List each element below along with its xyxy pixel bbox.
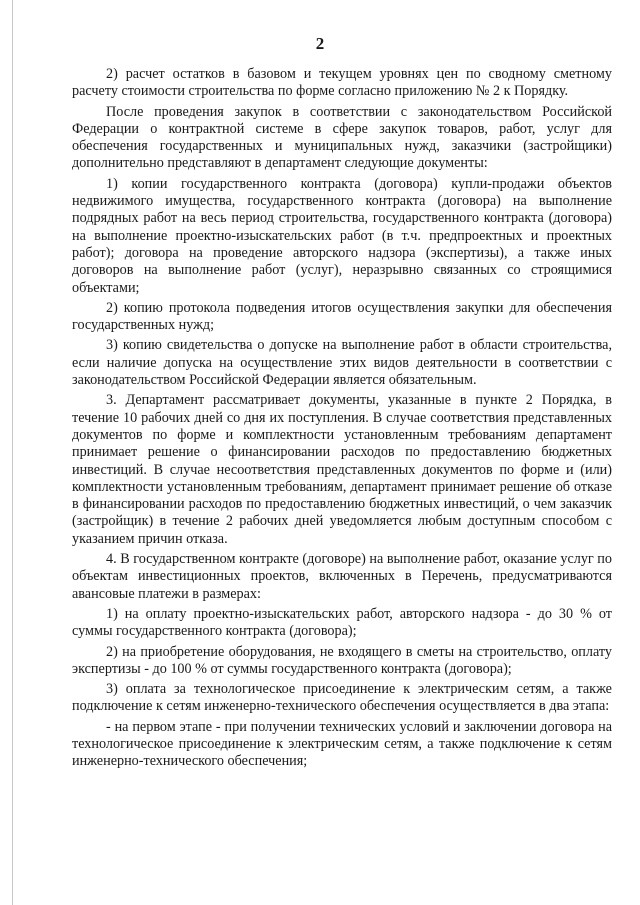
page-number: 2 <box>315 34 325 53</box>
paragraph-first-stage: - на первом этапе - при получении технических условий и заключении договора на технологическое присоединение к электрическим сетям, а также подключение к сетям инженерно-технического обеспечения; <box>72 718 612 770</box>
paragraph-certificate-copy: 3) копию свидетельства о допуске на выполнение работ в области строительства, если наличие допуска на осуществление этих видов деятельности в соответствии с законодательством Российской Федерации является обязательным. <box>72 337 612 389</box>
margin-rule <box>12 0 13 905</box>
paragraph-protocol-copy: 2) копию протокола подведения итогов осуществления закупки для обеспечения государственных нужд; <box>72 299 612 334</box>
paragraph-department-review: 3. Департамент рассматривает документы, указанные в пункте 2 Порядка, в течение 10 рабочих дней со дня их поступления. В случае соответствия представленных документов по форме и комплектности установленным требованиям департамент принимает решение о финансировании расходов по предоставлению бюджетных инвестиций. В случае несоответствия представленных документов по форме и (или) комплектности установленным требованиям, департамент принимает решение об отказе в финансировании расходов по предоставлению бюджетных инвестиций, о чем заказчик (застройщик) в течение 2 рабочих дней уведомляется любым доступным способом с указанием причин отказа. <box>72 392 612 547</box>
paragraph-contract-copies: 1) копии государственного контракта (договора) купли-продажи объектов недвижимого имущества, государственного контракта (договора) на выполнение подрядных работ на весь период строительства, государственного контракта (договора) на выполнение проектно-изыскательских работ (в т.ч. предпроектных и проектных работ); договора на проведение авторского надзора (экспертизы), а также иных договоров на выполнение работ (услуг), неразрывно связанных со строящимися объектами; <box>72 175 612 296</box>
paragraph-equipment-advance: 2) на приобретение оборудования, не входящего в сметы на строительство, оплату экспертизы - до 100 % от суммы государственного контракта (договора); <box>72 643 612 677</box>
paragraph-estimate-balance: 2) расчет остатков в базовом и текущем уровнях цен по сводному сметному расчету стоимости строительства по форме согласно приложению № 2 к Порядку. <box>72 66 612 100</box>
paragraph-grid-connection: 3) оплата за технологическое присоединение к электрическим сетям, а также подключение к сетям инженерно-технического обеспечения осуществляется в два этапа: <box>72 681 612 715</box>
paragraph-after-procurement: После проведения закупок в соответствии с законодательством Российской Федерации о контрактной системе в сфере закупок товаров, работ, услуг для обеспечения государственных и муниципальных нужд, заказчики (застройщики) дополнительно представляют в департамент следующие документы: <box>72 103 612 172</box>
document-body <box>72 66 612 772</box>
paragraph-advance-payments: 4. В государственном контракте (договоре) на выполнение работ, оказание услуг по объектам инвестиционных проектов, включенных в Перечень, предусматриваются авансовые платежи в размерах: <box>72 551 612 602</box>
paragraph-design-survey-advance: 1) на оплату проектно-изыскательских работ, авторского надзора - до 30 % от суммы государственного контракта (договора); <box>72 605 612 640</box>
